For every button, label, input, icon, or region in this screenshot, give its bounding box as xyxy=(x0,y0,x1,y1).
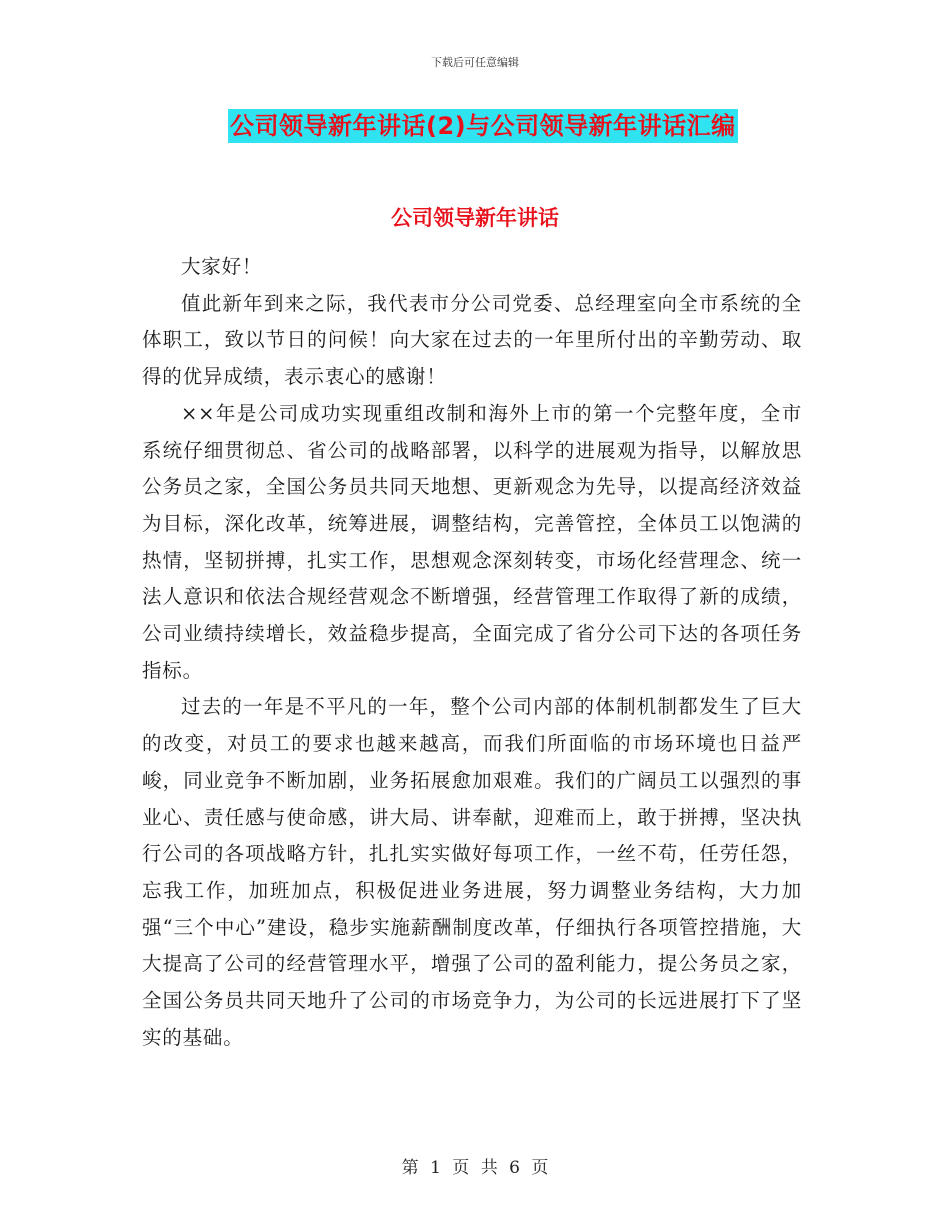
paragraph: 值此新年到来之际，我代表市分公司党委、总经理室向全市系统的全体职工，致以节日的问候！向大家在过去的一年里所付出的辛勤劳动、取得的优异成绩，表示衷心的感谢！ xyxy=(142,291,802,389)
document-title: 公司领导新年讲话(2)与公司领导新年讲话汇编 xyxy=(228,109,738,143)
header-note: 下载后可任意编辑 xyxy=(431,56,519,69)
document-body xyxy=(142,249,802,1056)
paragraph: 过去的一年是不平凡的一年，整个公司内部的体制机制都发生了巨大的改变，对员工的要求也越来越高，而我们所面临的市场环境也日益严峻，同业竞争不断加剧，业务拓展愈加艰难。我们的广阔员工以强烈的事业心、责任感与使命感，讲大局、讲奉献，迎难而上，敢于拼搏，坚决执行公司的各项战略方针，扎扎实实做好每项工作，一丝不苟，任劳任怨，忘我工作，加班加点，积极促进业务进展，努力调整业务结构，大力加强“三个中心”建设，稳步实施薪酬制度改革，仔细执行各项管控措施，大大提高了公司的经营管理水平，增强了公司的盈利能力，提公务员之家，全国公务员共同天地升了公司的市场竞争力，为公司的长远进展打下了坚实的基础。 xyxy=(142,695,802,1049)
page-number-footer: 第 1 页 共 6 页 xyxy=(401,1158,549,1178)
paragraph: ××年是公司成功实现重组改制和海外上市的第一个完整年度，全市系统仔细贯彻总、省公司的战略部署，以科学的进展观为指导，以解放思公务员之家，全国公务员共同天地想、更新观念为先导，以提高经济效益为目标，深化改革，统筹进展，调整结构，完善管控，全体员工以饱满的热情，坚韧拼搏，扎实工作，思想观念深刻转变，市场化经营理念、统一法人意识和依法合规经营观念不断增强，经营管理工作取得了新的成绩，公司业绩持续增长，效益稳步提高，全面完成了省分公司下达的各项任务指标。 xyxy=(142,401,802,682)
main-title-container xyxy=(228,109,770,143)
paragraph-greeting: 大家好！ xyxy=(181,255,263,278)
section-title: 公司领导新年讲话 xyxy=(391,206,559,230)
